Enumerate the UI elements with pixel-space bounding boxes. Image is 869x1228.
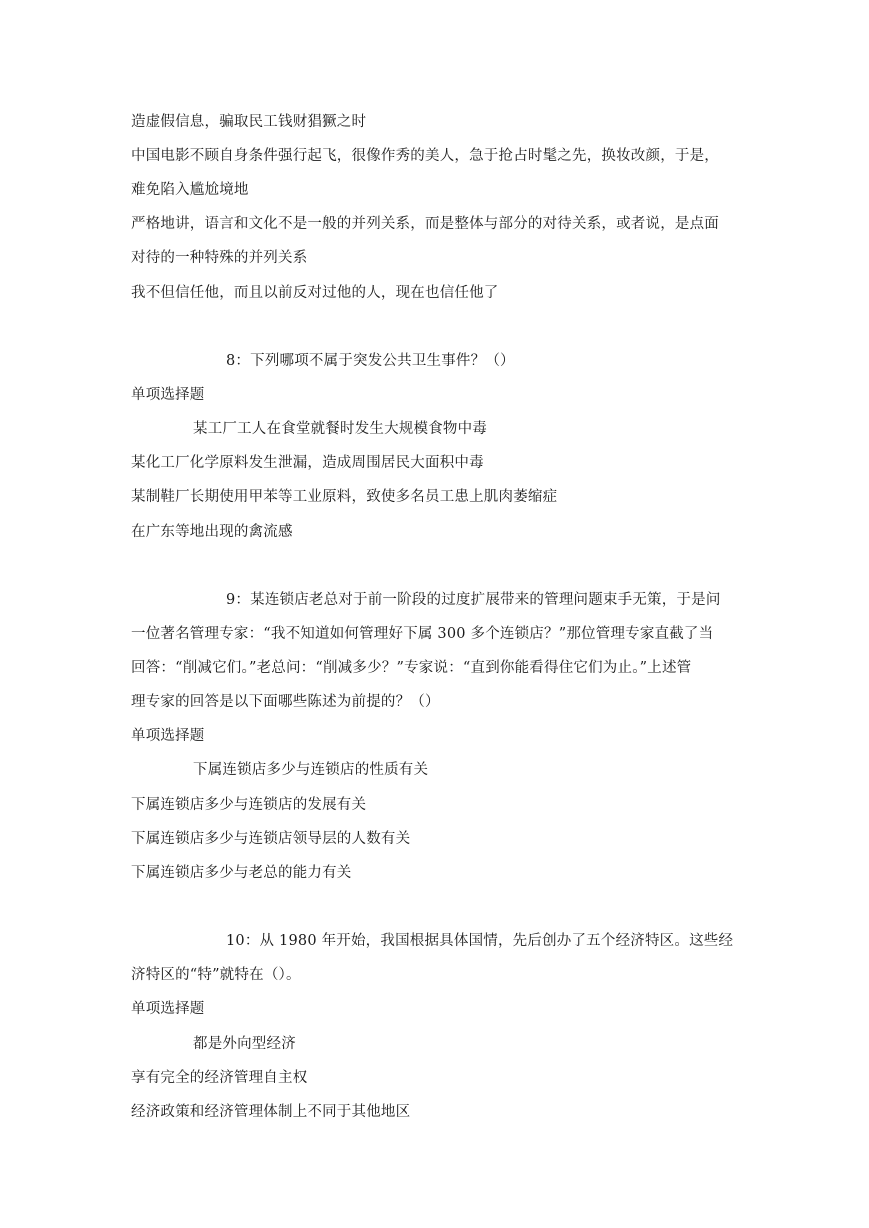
question-9-stem: 回答：“削减它们。”老总问：“削减多少？”专家说：“直到你能看得住它们为止。”上述管: [131, 660, 692, 676]
question-10-option: 经济政策和经济管理体制上不同于其他地区: [131, 1104, 411, 1120]
question-8-option: 某制鞋厂长期使用甲苯等工业原料，致使多名员工患上肌肉萎缩症: [131, 489, 558, 505]
question-9-option: 下属连锁店多少与连锁店的性质有关: [193, 762, 429, 778]
question-9-option: 下属连锁店多少与连锁店的发展有关: [131, 797, 367, 813]
question-8-option: 某工厂工人在食堂就餐时发生大规模食物中毒: [193, 421, 487, 437]
question-type-label: 单项选择题: [131, 387, 205, 403]
option-line: 难免陷入尴尬境地: [131, 182, 249, 198]
question-8-stem: 8：下列哪项不属于突发公共卫生事件？（）: [226, 353, 515, 369]
question-9-stem: 理专家的回答是以下面哪些陈述为前提的？（）: [131, 694, 440, 710]
question-10-stem: 济特区的“特”就特在（）。: [131, 967, 301, 983]
question-9-option: 下属连锁店多少与老总的能力有关: [131, 865, 352, 881]
question-9-stem: 一位著名管理专家：“我不知道如何管理好下属 300 多个连锁店？”那位管理专家直截了当: [131, 626, 714, 642]
option-line: 严格地讲，语言和文化不是一般的并列关系，而是整体与部分的对待关系，或者说，是点面: [131, 216, 719, 232]
question-10-option: 都是外向型经济: [193, 1036, 296, 1052]
question-10-stem: 10：从 1980 年开始，我国根据具体国情，先后创办了五个经济特区。这些经: [226, 933, 734, 949]
option-line: 我不但信任他，而且以前反对过他的人，现在也信任他了: [131, 285, 499, 301]
question-10-option: 享有完全的经济管理自主权: [131, 1070, 308, 1086]
question-8-option: 某化工厂化学原料发生泄漏，造成周围居民大面积中毒: [131, 455, 484, 471]
option-line: 造虚假信息，骗取民工钱财猖獗之时: [131, 114, 367, 130]
question-type-label: 单项选择题: [131, 728, 205, 744]
option-line: 对待的一种特殊的并列关系: [131, 250, 308, 266]
option-line: 中国电影不顾自身条件强行起飞，很像作秀的美人，急于抢占时髦之先，换妆改颜，于是，: [131, 148, 719, 164]
question-type-label: 单项选择题: [131, 1001, 205, 1017]
question-9-option: 下属连锁店多少与连锁店领导层的人数有关: [131, 831, 411, 847]
question-8-option: 在广东等地出现的禽流感: [131, 524, 293, 540]
question-9-stem: 9：某连锁店老总对于前一阶段的过度扩展带来的管理问题束手无策，于是问: [226, 592, 721, 608]
